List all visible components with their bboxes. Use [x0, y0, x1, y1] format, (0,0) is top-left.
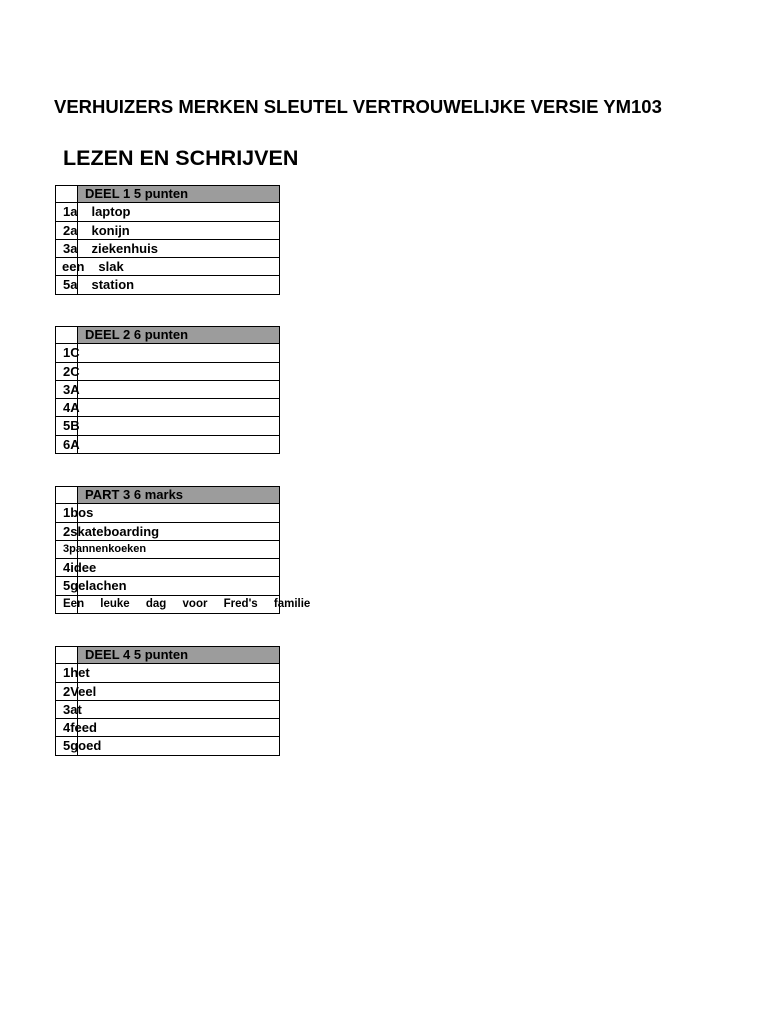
table-row: [55, 381, 280, 399]
table-header: DEEL 1 5 punten: [78, 186, 279, 202]
question-number: 2a: [63, 222, 78, 238]
table-row: [55, 258, 280, 276]
table-row: [55, 683, 280, 701]
answer-table-part-3: [55, 486, 311, 614]
table-row: [55, 719, 280, 737]
document-title: VERHUIZERS MERKEN SLEUTEL VERTROUWELIJKE VERSIE YM103: [54, 96, 662, 117]
answer-text: 2C: [63, 363, 80, 379]
answer-table-part-1: [55, 185, 280, 295]
answer-text: 3at: [63, 701, 82, 717]
answer-text: 2skateboarding: [63, 523, 160, 539]
question-number: een: [62, 259, 85, 275]
answer-text: station: [91, 277, 135, 293]
answer-table-part-4: [55, 646, 280, 756]
table-row: [55, 596, 311, 614]
answer-text: 5goed: [63, 738, 102, 754]
answer-text: laptop: [91, 204, 131, 220]
answer-text: 4idee: [63, 560, 97, 576]
question-number: 5a: [63, 277, 78, 293]
table-row: [55, 559, 280, 577]
table-row: [55, 222, 280, 240]
answer-text: ziekenhuis: [91, 240, 158, 256]
answer-text: konijn: [91, 222, 130, 238]
answer-text: 4feed: [63, 720, 97, 736]
table-row: [55, 701, 280, 719]
table-row: [55, 240, 280, 258]
table-header-row: [55, 326, 280, 344]
question-number: 1a: [63, 204, 78, 220]
answer-text: 5B: [63, 418, 80, 434]
answer-text: 6A: [63, 436, 80, 452]
table-row: [55, 203, 280, 221]
table-row: [55, 399, 280, 417]
answer-text: 4A: [63, 400, 80, 416]
table-row: [55, 737, 280, 755]
question-number: 3a: [63, 240, 78, 256]
table-row: [55, 577, 280, 595]
table-header: DEEL 2 6 punten: [78, 327, 279, 343]
table-header: DEEL 4 5 punten: [78, 647, 279, 663]
answer-text: 1het: [63, 665, 90, 681]
answer-text: slak: [98, 259, 124, 275]
table-header-row: [55, 646, 280, 664]
table-row: [55, 276, 280, 294]
table-row: [55, 344, 280, 362]
answer-table-part-2: [55, 326, 280, 454]
table-header: PART 3 6 marks: [78, 487, 279, 503]
answer-text: 1bos: [63, 505, 94, 521]
table-row: [55, 417, 280, 435]
answer-text: 3pannenkoeken: [63, 542, 147, 555]
section-title: LEZEN EN SCHRIJVEN: [63, 146, 299, 170]
answer-text: 1C: [63, 345, 80, 361]
answer-text: 3A: [63, 381, 80, 397]
table-row: [55, 363, 280, 381]
answer-text: 5gelachen: [63, 578, 127, 594]
table-header-row: [55, 486, 280, 504]
table-row: [55, 541, 280, 559]
answer-text: 2Veel: [63, 683, 97, 699]
table-row: [55, 523, 280, 541]
table-row: [55, 504, 280, 522]
table-row: [55, 436, 280, 454]
table-header-row: [55, 185, 280, 203]
table-row: [55, 664, 280, 682]
answer-text: Een leuke dag voor Fred's familie: [63, 597, 311, 610]
